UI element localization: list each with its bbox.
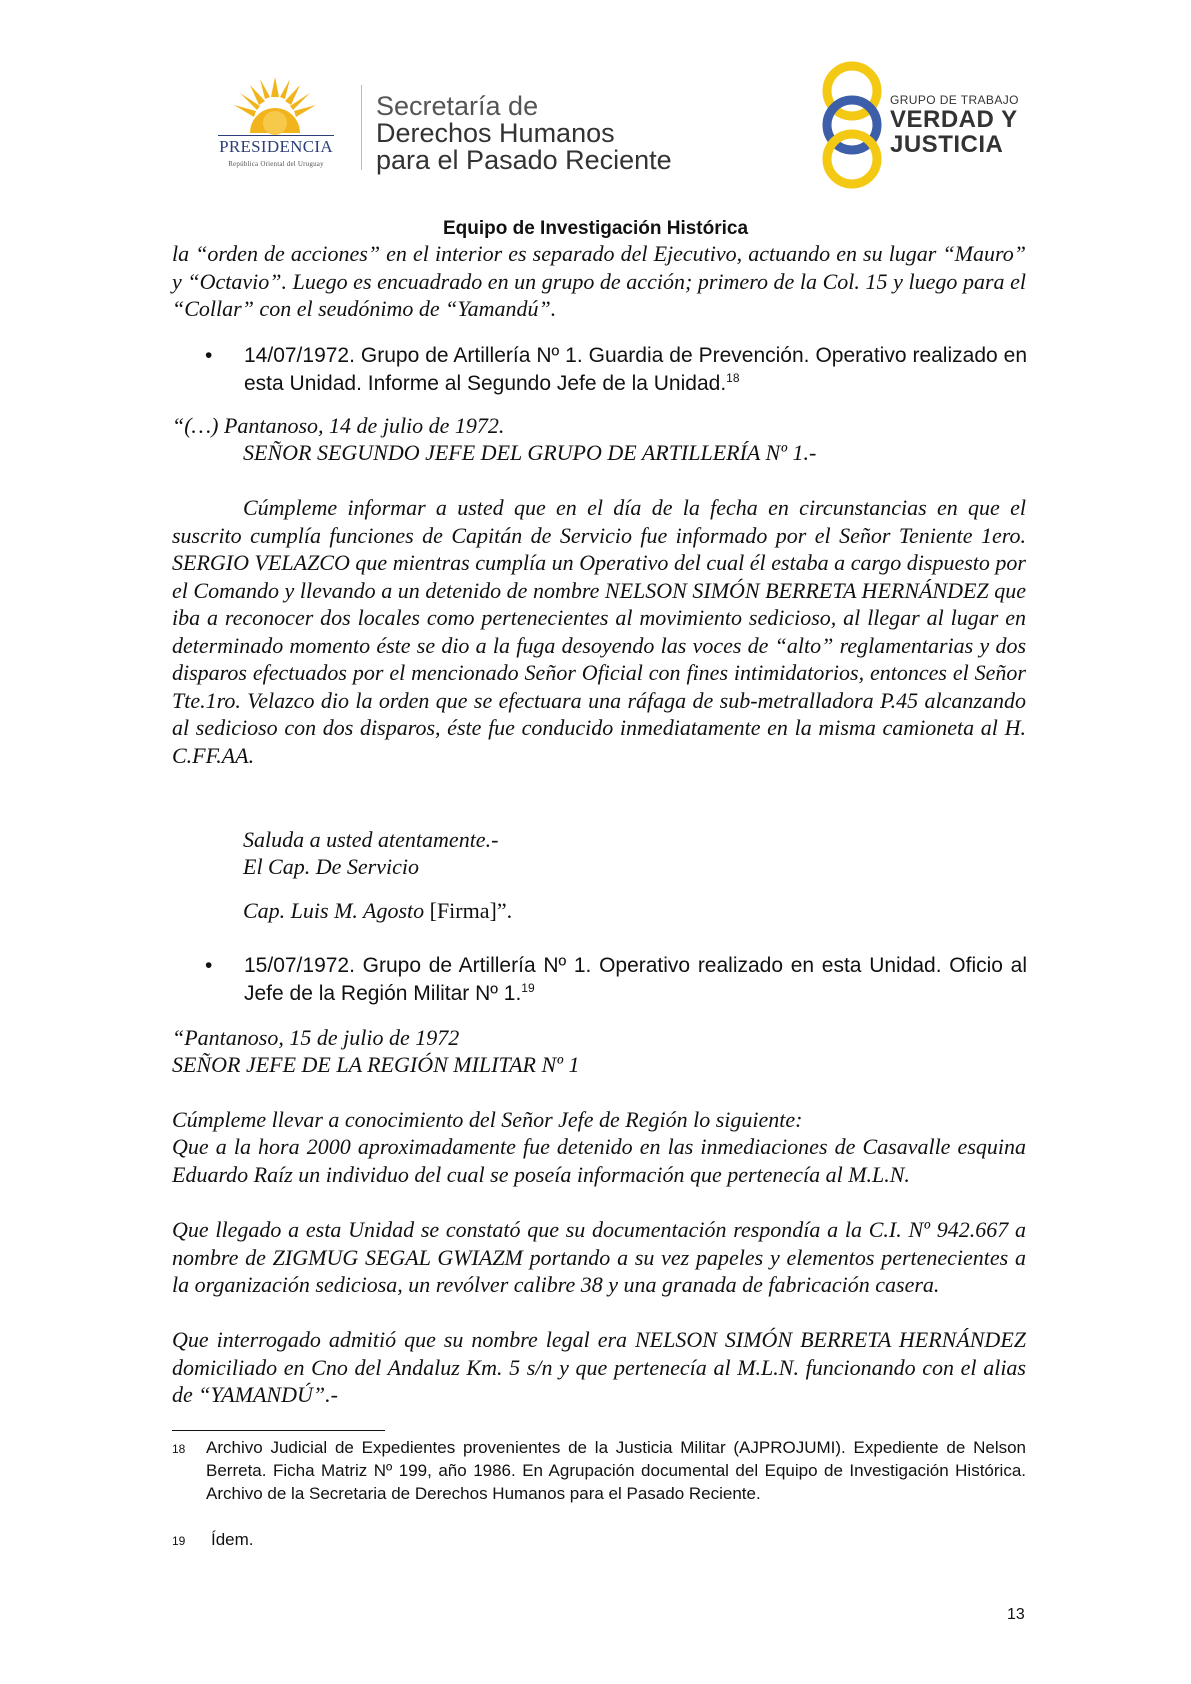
footnote-18-number [172, 1436, 202, 1461]
bullet-1-text: 14/07/1972. Grupo de Artillería Nº 1. Guardia de Prevención. Operativo realizado en esta Unidad. Informe al Segundo Jefe de la Unidad. [244, 344, 1027, 395]
grupo-trabajo-text [890, 93, 1019, 157]
grupo-trabajo-small: GRUPO DE TRABAJO [890, 93, 1019, 107]
footnote-rule [172, 1430, 385, 1431]
presidencia-rule [218, 135, 334, 136]
presidencia-label: PRESIDENCIA [219, 137, 333, 156]
doc1-cap: El Cap. De Servicio [243, 854, 419, 879]
grupo-trabajo-big-2: JUSTICIA [890, 131, 1004, 158]
footnote-18-text: Archivo Judicial de Expedientes provenientes de la Justicia Militar (AJPROJUMI). Expediente de Nelson Berreta. Ficha Matriz Nº 199, año 1986. En Agrupación documental del Equipo de Investigación Histórica. Archivo de la Secretaria de Derechos Humanos para el Pasado Reciente. [206, 1438, 1026, 1503]
secretaria-line-2: Derechos Humanos [376, 118, 615, 148]
presidencia-logo [196, 75, 356, 175]
grupo-trabajo-logo [812, 61, 1052, 191]
doc1-signature [243, 897, 1023, 925]
doc2-paragraph-1: Cúmpleme llevar a conocimiento del Señor Jefe de Región lo siguiente: [172, 1107, 803, 1132]
doc1-saluda: Saluda a usted atentamente.- [243, 827, 499, 852]
rings-emblem-icon [812, 61, 892, 191]
doc1-line-1: “(…) Pantanoso, 14 de julio de 1972. [172, 413, 505, 438]
team-title: Equipo de Investigación Histórica [442, 218, 749, 239]
grupo-trabajo-big-1: VERDAD Y [890, 106, 1018, 133]
bullet-text [244, 342, 1027, 398]
sun-emblem-icon [230, 75, 320, 141]
presidencia-subtitle: República Oriental del Uruguay [228, 160, 324, 168]
page-number: 13 [1007, 1606, 1025, 1623]
bullet-text [244, 952, 1027, 1008]
footnote-ref-18: 18 [726, 371, 740, 385]
secretaria-line-3: para el Pasado Reciente [376, 145, 672, 175]
doc2-line-1: “Pantanoso, 15 de julio de 1972 [172, 1025, 460, 1050]
footnote-ref-19: 19 [521, 981, 535, 995]
doc1-signer: Cap. Luis M. Agosto [243, 898, 425, 923]
bullet-mark: • [205, 954, 213, 977]
doc1-body: Cúmpleme informar a usted que en el día de la fecha en circunstancias en que el suscrito cumplía funciones de Capitán de Servicio fue informado por el Señor Teniente 1ero. SERGIO VELAZCO que mientras cumplía un Operativo del cual él estaba a cargo dispuesto por el Comando y llevando a un detenido de nombre NELSON SIMÓN BERRETA HERNÁNDEZ que iba a reconocer dos locales como pertenecientes al movimiento sedicioso, al llegar al lugar en determinado momento éste se dio a la fuga desoyendo las voces de “alto” reglamentarias y dos disparos efectuados por el mencionado Señor Oficial con fines intimidatorios, entonces el Señor Tte.1ro. Velazco dio la orden que se efectuara una ráfaga de sub-metralladora P.45 alcanzando al sedicioso con dos disparos, éste fue conducido inmediatamente en la misma camioneta al H. C.FF.AA. [172, 495, 1026, 768]
doc2-paragraph-2: Que a la hora 2000 aproximadamente fue detenido en las inmediaciones de Casavalle esquina Eduardo Raíz un individuo del cual se poseía información que pertenecía al M.L.N. [172, 1134, 1026, 1187]
bullet-mark: • [205, 344, 213, 367]
footnote-number: 18 [172, 1442, 186, 1456]
page-header [0, 55, 1191, 195]
footnote-19-number [172, 1528, 202, 1553]
bullet-2-text: 15/07/1972. Grupo de Artillería Nº 1. Operativo realizado en esta Unidad. Oficio al Jefe de la Región Militar Nº 1. [244, 954, 1027, 1005]
footnote-19-text: Ídem. [211, 1530, 254, 1549]
secretaria-line-1: Secretaría de [376, 91, 539, 121]
doc2-paragraph-4: Que interrogado admitió que su nombre legal era NELSON SIMÓN BERRETA HERNÁNDEZ domiciliado en Cno del Andaluz Km. 5 s/n y que pertenecía al M.L.N. funcionando con el alias de “YAMANDÚ”.- [172, 1327, 1026, 1407]
doc2-line-2: SEÑOR JEFE DE LA REGIÓN MILITAR Nº 1 [172, 1052, 580, 1077]
secretaria-title [376, 93, 672, 174]
footnote-number: 19 [172, 1534, 186, 1548]
doc1-firma: [Firma]”. [429, 898, 513, 923]
header-divider [361, 85, 362, 170]
doc1-line-2: SEÑOR SEGUNDO JEFE DEL GRUPO DE ARTILLERÍA Nº 1.- [243, 440, 817, 465]
intro-paragraph: la “orden de acciones” en el interior es separado del Ejecutivo, actuando en su lugar “Mauro” y “Octavio”. Luego es encuadrado en un grupo de acción; primero de la Col. 15 y luego para el “Collar” con el seudónimo de “Yamandú”. [172, 241, 1026, 321]
doc2-paragraph-3: Que llegado a esta Unidad se constató que su documentación respondía a la C.I. Nº 942.667 a nombre de ZIGMUG SEGAL GWIAZM portando a su vez papeles y elementos pertenecientes a la organización sediciosa, un revólver calibre 38 y una granada de fabricación casera. [172, 1217, 1026, 1297]
